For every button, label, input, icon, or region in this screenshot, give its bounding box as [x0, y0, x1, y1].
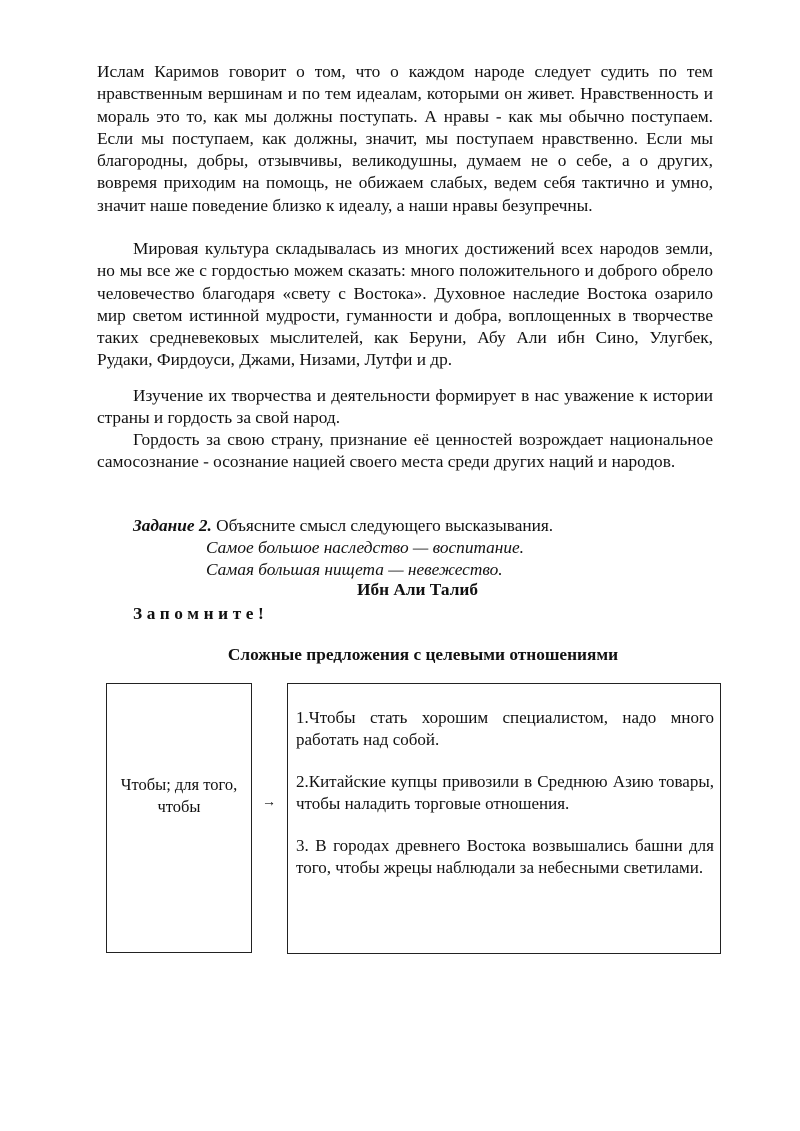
conjunction-box: [106, 683, 252, 953]
section-title: Сложные предложения с целевыми отношениями: [227, 645, 619, 664]
task-heading: [133, 515, 553, 537]
conjunction-text: Чтобы; для того, чтобы: [120, 775, 238, 816]
paragraph-pride: Гордость за свою страну, признание её ценностей возрождает национальное самосознание - осознание нацией своего места среди других наций и народов.: [97, 430, 713, 472]
paragraph-world-culture: Мировая культура складывалась из многих достижений всех народов земли, но мы все же с гордостью можем сказать: много положительного и доброго обрело человечество благодаря «свету с Востока». Духовное наследие Востока озарило мир светом истинной мудрости, гуманности и добра, воплощенных в творчестве таких средневековых мыслителей, как Беруни, Абу Али ибн Сино, Улугбек, Рудаки, Фирдоуси, Джами, Низами, Лутфи и др.: [97, 239, 713, 370]
remember-heading: Запомните!: [133, 604, 269, 623]
paragraph-study: Изучение их творчества и деятельности формирует в нас уважение к истории страны и гордость за свой народ.: [97, 386, 713, 428]
example-item: 2.Китайские купцы привозили в Среднюю Азию товары, чтобы наладить торговые отношения.: [296, 772, 714, 813]
example-item: 3. В городах древнего Востока возвышались башни для того, чтобы жрецы наблюдали за небесными светилами.: [296, 836, 714, 877]
task-text: Объясните смысл следующего высказывания.: [211, 516, 554, 535]
task-label: Задание 2.: [133, 516, 212, 535]
paragraph-karimov: Ислам Каримов говорит о том, что о каждом народе следует судить по тем нравственным вершинам и по тем идеалам, которыми он живет. Нравственность и мораль это то, как мы должны поступать. А нравы - как мы обычно поступаем. Если мы поступаем, как должны, значит, мы поступаем нравственно. Если мы благородны, добры, отзывчивы, великодушны, думаем не о себе, а о других, вовремя приходим на помощь, не обижаем слабых, ведем себя тактично и умно, значит наше поведение близко к идеалу, а наши нравы безупречны.: [97, 62, 713, 215]
examples-box: [287, 683, 721, 954]
example-item: 1.Чтобы стать хорошим специалистом, надо много работать над собой.: [296, 708, 714, 749]
quote-author: Ибн Али Талиб: [357, 580, 478, 599]
quote-line-1: Самое большое наследство — воспитание.: [206, 538, 524, 557]
quote-line-2: Самая большая нищета — невежество.: [206, 560, 503, 579]
arrow-right-icon: →: [262, 795, 276, 810]
